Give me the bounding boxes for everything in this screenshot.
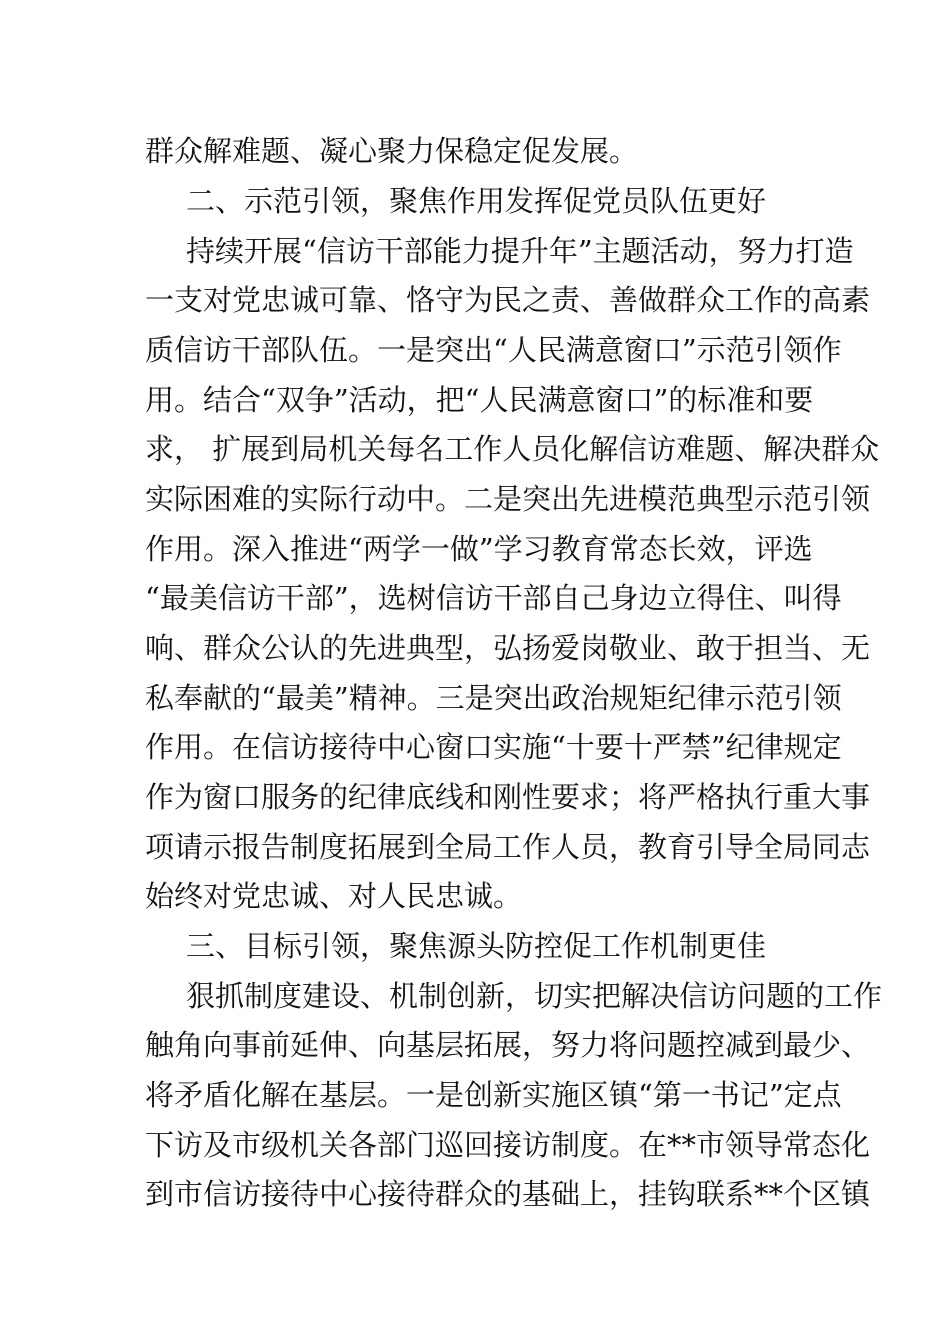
paragraph-line: 用。结合“双争”活动，把“人民满意窗口”的标准和要: [145, 383, 814, 417]
paragraph-line: 响、群众公认的先进典型，弘扬爱岗敬业、敢于担当、无: [145, 631, 871, 665]
paragraph-line: 私奉献的“最美”精神。三是突出政治规矩纪律示范引领: [145, 681, 842, 715]
paragraph-line: 实际困难的实际行动中。二是突出先进模范典型示范引领: [145, 482, 871, 516]
paragraph-line: 将矛盾化解在基层。一是创新实施区镇“第一书记”定点: [145, 1078, 842, 1112]
paragraph-line: 求， 扩展到局机关每名工作人员化解信访难题、解决群众: [145, 432, 880, 466]
paragraph-line: 始终对党忠诚、对人民忠诚。: [145, 879, 523, 913]
paragraph-line: 狠抓制度建设、机制创新，切实把解决信访问题的工作: [186, 979, 883, 1013]
section-heading: 三、目标引领，聚焦源头防控促工作机制更佳: [186, 929, 767, 963]
paragraph-line: 持续开展“信访干部能力提升年”主题活动，努力打造: [186, 234, 854, 268]
paragraph-line: 一支对党忠诚可靠、恪守为民之责、善做群众工作的高素: [145, 283, 871, 317]
paragraph-line: 作为窗口服务的纪律底线和刚性要求；将严格执行重大事: [145, 780, 871, 814]
paragraph-line: “最美信访干部”，选树信访干部自己身边立得住、叫得: [145, 581, 842, 615]
paragraph-line: 项请示报告制度拓展到全局工作人员，教育引导全局同志: [145, 830, 871, 864]
paragraph-line: 作用。在信访接待中心窗口实施“十要十严禁”纪律规定: [145, 730, 842, 764]
section-heading: 二、示范引领，聚焦作用发挥促党员队伍更好: [186, 184, 767, 218]
paragraph-line: 群众解难题、凝心聚力保稳定促发展。: [145, 134, 639, 168]
paragraph-line: 质信访干部队伍。一是突出“人民满意窗口”示范引领作: [145, 333, 842, 367]
paragraph-line: 到市信访接待中心接待群众的基础上，挂钩联系**个区镇: [145, 1177, 871, 1211]
paragraph-line: 作用。深入推进“两学一做”学习教育常态长效，评选: [145, 532, 813, 566]
paragraph-line: 触角向事前延伸、向基层拓展，努力将问题控减到最少、: [145, 1028, 871, 1062]
paragraph-line: 下访及市级机关各部门巡回接访制度。在**市领导常态化: [145, 1128, 871, 1162]
